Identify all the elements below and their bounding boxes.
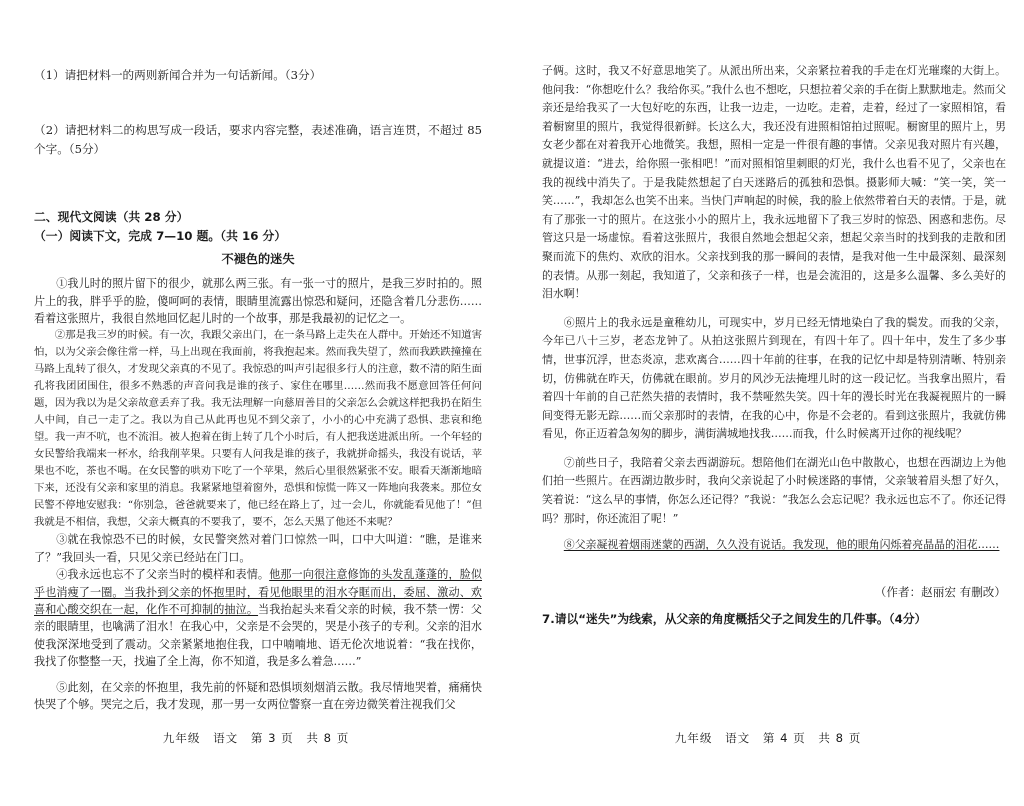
question-7: 7.请以“迷失”为线索，从父亲的角度概括父子之间发生的几件事。（4分）: [542, 612, 927, 627]
underlined-passage-8: ⑧父亲凝视着烟雨迷蒙的西湖，久久没有说话。我发现，他的眼角闪烁着亮晶晶的泪花……: [563, 538, 1000, 552]
question-1: （1）请把材料一的两则新闻合并为一句话新闻。（3分）: [34, 68, 322, 82]
section-heading: 二、现代文阅读（共 28 分）: [34, 209, 189, 224]
paragraph-5-continued: 子俩。这时，我又不好意思地笑了。从派出所出来，父亲紧拉着我的手走在灯光璀璨的大街上。他问我：“你想吃什么？我给你买。”我什么也不想吃，只想拉着父亲的手在街上默默地走。然而父亲还是给我买了一大包好吃的东西，让我一边走，一边吃。走着，走着，经过了一家照相馆，看着橱窗里的照片，我觉得很新鲜。长这么大，我还没有进照相馆拍过照呢。橱窗里的照片上，男女老少都在对着我开心地微笑。我想，照相一定是一件很有趣的事情。父亲见我对照片有兴趣，就提议道：“进去，给你照一张相吧！”而对照相馆里刺眼的灯光，我什么也看不见了，父亲也在我的视线中消失了。于是我陡然想起了白天迷路后的孤独和恐惧。摄影师大喊：“笑一笑，笑一笑……”，我却怎么也笑不出来。当快门声响起的时候，我的脸上依然带着白天的表情。于是，就有了那张一寸的照片。在这张小小的照片上，我永远地留下了我三岁时的惊恐、困惑和悲伤。尽管这只是一场虚惊。看着这张照片，我很自然地会想起父亲，想起父亲当时的找到我的走散和团聚而流下的焦灼、欢欣的泪水。父亲找到我的那一瞬间的表情，是我对他一生中最深刻、最深刻的表情。从那一刻起，我知道了，父亲和孩子一样，也是会流泪的，这是多么温馨、多么美好的泪水啊！: [542, 64, 1006, 301]
left-column: [34, 66, 482, 714]
page-right: [512, 0, 1024, 806]
paragraph-3: ③就在我惊恐不已的时候，女民警突然对着门口惊然一叫，口中大叫道：“瞧，是谁来了？”我回头一看，只见父亲已经站在门口。: [34, 533, 482, 564]
paragraph-4-start: ④我永远也忘不了父亲当时的模样和表情。: [56, 568, 270, 582]
paragraph-7: ⑦前些日子，我陪着父亲去西湖游玩。想陪他们在湖光山色中散散心，也想在西湖边上为他们拍一些照片。在西湖边散步时，我向父亲说起了小时候迷路的事情，父亲皱着眉头想了好久，笑着说：“这么早的事情，你怎么还记得？”我说：“我怎么会忘记呢？我永远也忘不了。你还记得吗？那时，你还流泪了呢！”: [542, 455, 1006, 525]
page-footer-left: 九年级 语文 第 3 页 共 8 页: [162, 730, 350, 745]
paragraph-8: [542, 536, 1006, 555]
paragraph-6: ⑥照片上的我永远是童稚幼儿，可现实中，岁月已经无情地染白了我的鬓发。而我的父亲，今年已八十三岁，老态龙钟了。从拍这张照片到现在，有四十年了。四十年中，发生了多少事情，世事沉浮，世态炎凉，悲欢离合……四十年前的往事，在我的记忆中却是特别清晰、特别亲切，仿佛就在昨天，仿佛就在眼前。岁月的风沙无法掩埋儿时的这一段记忆。当我拿出照片，看着四十年前的自己茫然失措的表情时，我不禁哑然失笑。四十年的漫长时光在我凝视照片的一瞬间变得无影无踪……而父亲那时的表情，在我的心中，你是不会老的。看到这张照片，我就仿佛看见，你正迈着急匆匆的脚步，满街满城地找我……而我，什么时候离开过你的视线呢？: [542, 315, 1006, 441]
question-2: （2）请把材料二的构思写成一段话，要求内容完整，表述准确，语言连贯，不超过 85 个字。（5分）: [34, 123, 482, 157]
paragraph-4-end: 当我抬起头来看父亲的时候，我不禁一愣：父亲的眼睛里，也噙满了泪水！在我心中，父亲是不会哭的，哭是小孩子的专利。父亲的泪水使我深深地受到了震动。父亲紧紧地抱住我，口中喃喃地、语无伦次地说着：“我在找你，我找了你整整一天，找遍了全上海，你不知道，我是多么着急……”: [34, 603, 482, 669]
subsection-heading: （一）阅读下文，完成 7—10 题。（共 16 分）: [34, 228, 287, 243]
paragraph-4: [34, 566, 482, 670]
paragraph-2: ②那是我三岁的时候。有一次，我跟父亲出门，在一条马路上走失在人群中。开始还不知道害怕，以为父亲会像往常一样，马上出现在我面前，将我抱起来。然而我失望了，然而我跌跌撞撞在马路上乱转了很久，才发现父亲真的不见了。我惊恐的叫声引起很多行人的注意，数不清的陌生面孔将我团团围住，很多不熟悉的声音问我是谁的孩子、家住在哪里……然而我不愿意回答任何问题，因为我以为是父亲故意丢弃了我。我无法理解一向慈眉善目的父亲怎么会就这样把我扔在陌生人中间，自己一走了之。我以为自己从此再也见不到父亲了，小小的心中充满了恐惧、悲哀和绝望。我一声不吭，也不流泪。被人抱着在街上转了几个小时后，有人把我送进派出所。一个年轻的女民警给我端来一杯水，给我削苹果。只要有人问我是谁的孩子，我就拼命摇头，我没有说话，苹果也不吃，茶也不喝。在女民警的哄劝下吃了一个苹果，然后心里很然紧张不安。眼看天渐渐地暗下来，还没有父亲和家里的消息。我紧紧地望着窗外，恐惧和惊慌一阵又一阵地向我袭来。那位女民警不停地安慰我：“你别急，爸爸就要来了，他已经在路上了，过一会儿，你就能看见他了！”但我就是不相信，我想，父亲大概真的不要我了，要不，怎么天黑了他还不来呢？: [34, 329, 482, 529]
paragraph-5: ⑤此刻，在父亲的怀抱里，我先前的怀疑和恐惧顷刻烟消云散。我尽情地哭着，痛痛快快哭了个够。哭完之后，我才发现，那一男一女两位警察一直在旁边微笑着注视我们父: [34, 680, 482, 712]
right-column: [542, 62, 1006, 629]
paragraph-1: ①我儿时的照片留下的很少，就那么两三张。有一张一寸的照片，是我三岁时拍的。照片上的我，胖乎乎的脸，傻呵呵的表情，眼睛里流露出惊恐和疑问，还隐含着几分悲伤……看着这张照片，我很自然地回忆起儿时的一个故事，那是我最初的记忆之一。: [34, 277, 482, 326]
underlined-passage: 他那一向很注意修饰的头发乱蓬蓬的，脸似乎也消瘦了一圈。当我扑到父亲的怀抱里时，看见他眼里的泪水夺眶而出，委屈、激动、欢喜和心酸交织在一起，化作不可抑制的抽泣。: [34, 568, 482, 617]
article-title: 不褪色的迷失: [221, 252, 295, 267]
author-credit: （作者：赵丽宏 有删改）: [874, 584, 1006, 599]
page-footer-right: 九年级 语文 第 4 页 共 8 页: [674, 730, 862, 745]
